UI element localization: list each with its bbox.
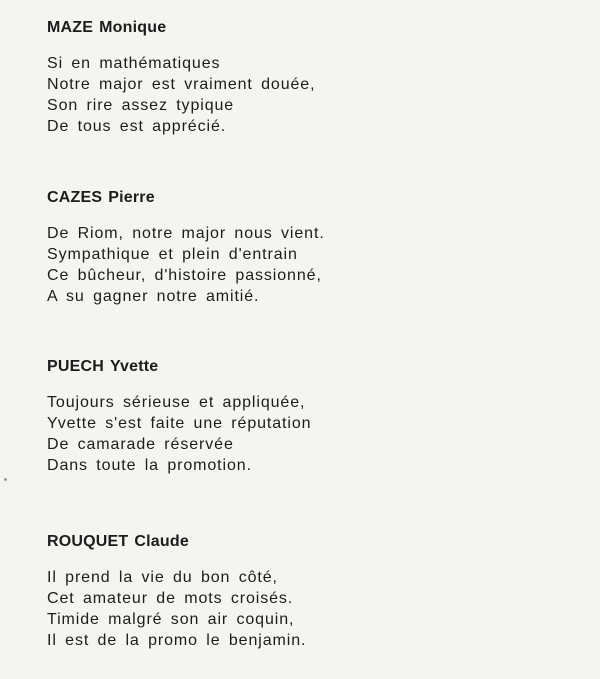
paper-speck	[4, 478, 7, 481]
surname: PUECH	[47, 358, 105, 375]
verse-line: Dans toute la promotion.	[47, 457, 252, 474]
verse-line: Yvette s'est faite une réputation	[47, 415, 312, 432]
entry-cazes-pierre	[47, 188, 325, 307]
verse-line: Toujours sérieuse et appliquée,	[47, 394, 306, 411]
entry-puech-yvette	[47, 357, 311, 476]
verse-line: Timide malgré son air coquin,	[47, 611, 295, 628]
verse-line: Notre major est vraiment douée,	[47, 76, 316, 93]
surname: CAZES	[47, 189, 103, 206]
verse	[47, 567, 306, 651]
verse-line: Sympathique et plein d'entrain	[47, 246, 298, 263]
verse-line: De Riom, notre major nous vient.	[47, 225, 325, 242]
verse-line: Il est de la promo le benjamin.	[47, 632, 307, 649]
verse-line: Cet amateur de mots croisés.	[47, 590, 294, 607]
verse-line: De tous est apprécié.	[47, 118, 227, 135]
entry-name	[47, 188, 325, 208]
surname: MAZE	[47, 19, 94, 36]
firstname: Pierre	[108, 189, 155, 206]
firstname: Yvette	[110, 358, 159, 375]
entry-name	[47, 18, 315, 38]
verse-line: A su gagner notre amitié.	[47, 288, 260, 305]
verse	[47, 223, 325, 307]
verse	[47, 392, 311, 476]
verse-line: Si en mathématiques	[47, 55, 221, 72]
verse	[47, 53, 315, 137]
firstname: Monique	[99, 19, 167, 36]
verse-line: Son rire assez typique	[47, 97, 235, 114]
entry-maze-monique	[47, 18, 315, 137]
surname: ROUQUET	[47, 533, 129, 550]
firstname: Claude	[134, 533, 189, 550]
verse-line: De camarade réservée	[47, 436, 234, 453]
entry-rouquet-claude	[47, 532, 306, 651]
entry-name	[47, 357, 311, 377]
verse-line: Il prend la vie du bon côté,	[47, 569, 278, 586]
verse-line: Ce bûcheur, d'histoire passionné,	[47, 267, 322, 284]
entry-name	[47, 532, 306, 552]
